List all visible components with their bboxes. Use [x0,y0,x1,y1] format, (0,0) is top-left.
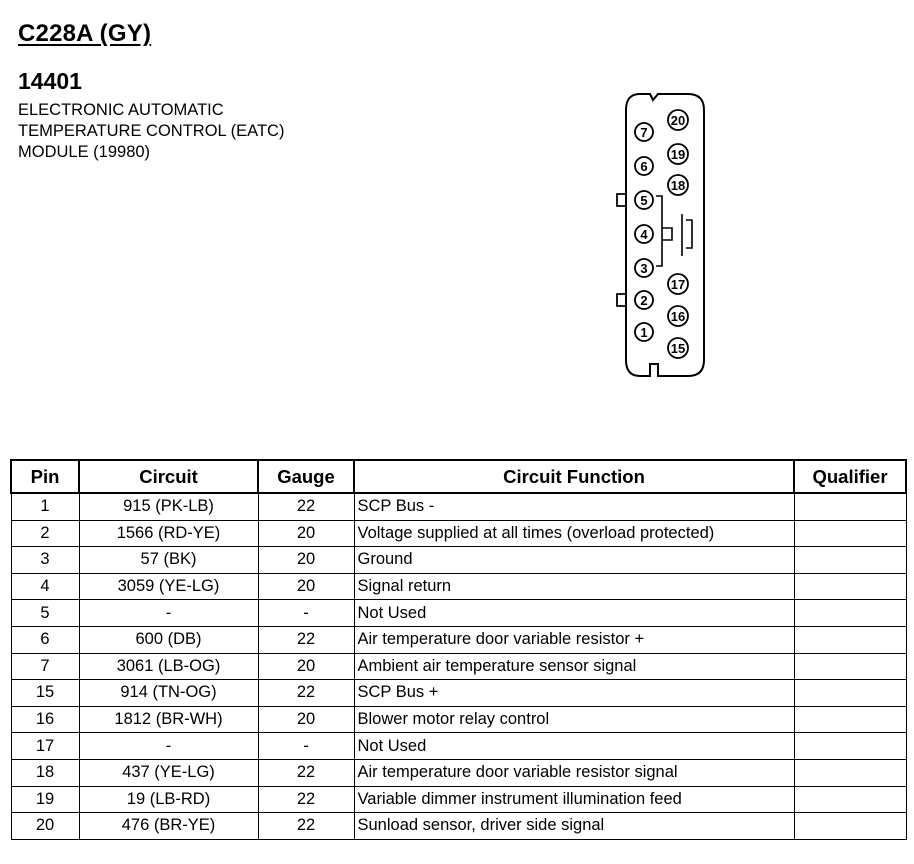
gauge-cell: 20 [258,573,354,600]
gauge-cell: 22 [258,759,354,786]
table-row [11,520,906,547]
table-header-row [11,460,906,493]
circuit-cell: 476 (BR-YE) [79,813,258,840]
pin-cell: 17 [11,733,79,760]
pin-label: 6 [640,159,648,174]
pin-label: 19 [670,147,686,162]
header-qualifier: Qualifier [794,460,906,493]
qualifier-cell [794,547,906,574]
pin-label: 16 [670,309,686,324]
circuit-cell: 57 (BK) [79,547,258,574]
function-cell: SCP Bus - [354,493,794,520]
connector-face-diagram [600,84,720,384]
circuit-cell: 3059 (YE-LG) [79,573,258,600]
table-row [11,706,906,733]
qualifier-cell [794,680,906,707]
pin-cell: 2 [11,520,79,547]
pin-cell: 5 [11,600,79,627]
circuit-cell: 1566 (RD-YE) [79,520,258,547]
right-key [686,220,692,248]
circuit-cell: 1812 (BR-WH) [79,706,258,733]
gauge-cell: 20 [258,547,354,574]
gauge-cell: 22 [258,813,354,840]
qualifier-cell [794,786,906,813]
pin-cell: 15 [11,680,79,707]
pin-label: 1 [640,325,648,340]
qualifier-cell [794,706,906,733]
qualifier-cell [794,573,906,600]
function-cell: Not Used [354,733,794,760]
gauge-cell: - [258,600,354,627]
right-pin-column [668,110,688,358]
pin-cell: 6 [11,626,79,653]
pin-cell: 1 [11,493,79,520]
component-description [18,100,284,163]
table-row [11,653,906,680]
table-row [11,680,906,707]
circuit-cell: - [79,600,258,627]
qualifier-cell [794,653,906,680]
pin-label: 3 [640,261,648,276]
pin-cell: 20 [11,813,79,840]
function-cell: Variable dimmer instrument illumination feed [354,786,794,813]
description-line: ELECTRONIC AUTOMATIC [18,101,224,119]
function-cell: Sunload sensor, driver side signal [354,813,794,840]
circuit-cell: 600 (DB) [79,626,258,653]
table-row [11,493,906,520]
header-pin: Pin [11,460,79,493]
table-row [11,759,906,786]
pin-cell: 16 [11,706,79,733]
table-row [11,786,906,813]
pin-label: 17 [670,277,686,292]
left-pin-column [635,123,653,341]
circuit-cell: 3061 (LB-OG) [79,653,258,680]
function-cell: Ambient air temperature sensor signal [354,653,794,680]
gauge-cell: 22 [258,786,354,813]
pin-label: 2 [640,293,648,308]
pin-cell: 7 [11,653,79,680]
gauge-cell: 22 [258,493,354,520]
qualifier-cell [794,493,906,520]
table-row [11,573,906,600]
table-row [11,813,906,840]
pinout-table [10,459,907,840]
description-line: TEMPERATURE CONTROL (EATC) [18,122,285,140]
table-row [11,733,906,760]
circuit-cell: 915 (PK-LB) [79,493,258,520]
pin-label: 15 [670,341,686,356]
gauge-cell: - [258,733,354,760]
gauge-cell: 22 [258,626,354,653]
pin-label: 7 [640,125,648,140]
header-circuit: Circuit [79,460,258,493]
function-cell: Air temperature door variable resistor + [354,626,794,653]
pin-cell: 4 [11,573,79,600]
pin-label: 20 [670,113,686,128]
header-gauge: Gauge [258,460,354,493]
header-circuit-function: Circuit Function [354,460,794,493]
function-cell: SCP Bus + [354,680,794,707]
table-row [11,547,906,574]
function-cell: Voltage supplied at all times (overload protected) [354,520,794,547]
circuit-cell: - [79,733,258,760]
pin-cell: 3 [11,547,79,574]
pin-cell: 18 [11,759,79,786]
gauge-cell: 20 [258,706,354,733]
pin-label: 4 [640,227,648,242]
function-cell: Blower motor relay control [354,706,794,733]
gauge-cell: 20 [258,653,354,680]
qualifier-cell [794,600,906,627]
pin-cell: 19 [11,786,79,813]
circuit-cell: 914 (TN-OG) [79,680,258,707]
function-cell: Signal return [354,573,794,600]
gauge-cell: 20 [258,520,354,547]
description-line: MODULE (19980) [18,143,151,161]
function-cell: Not Used [354,600,794,627]
latch-tab-upper [617,194,626,206]
center-bracket [656,196,662,266]
function-cell: Air temperature door variable resistor signal [354,759,794,786]
part-number: 14401 [18,68,82,94]
qualifier-cell [794,520,906,547]
table-row [11,626,906,653]
pin-label: 5 [640,193,648,208]
qualifier-cell [794,759,906,786]
connector-id: C228A (GY) [18,20,152,47]
qualifier-cell [794,626,906,653]
qualifier-cell [794,733,906,760]
qualifier-cell [794,813,906,840]
gauge-cell: 22 [258,680,354,707]
center-key [662,228,672,240]
latch-tab-lower [617,294,626,306]
connector-outline-drawing [600,84,720,384]
circuit-cell: 437 (YE-LG) [79,759,258,786]
circuit-cell: 19 (LB-RD) [79,786,258,813]
pin-label: 18 [670,178,686,193]
table-row [11,600,906,627]
function-cell: Ground [354,547,794,574]
